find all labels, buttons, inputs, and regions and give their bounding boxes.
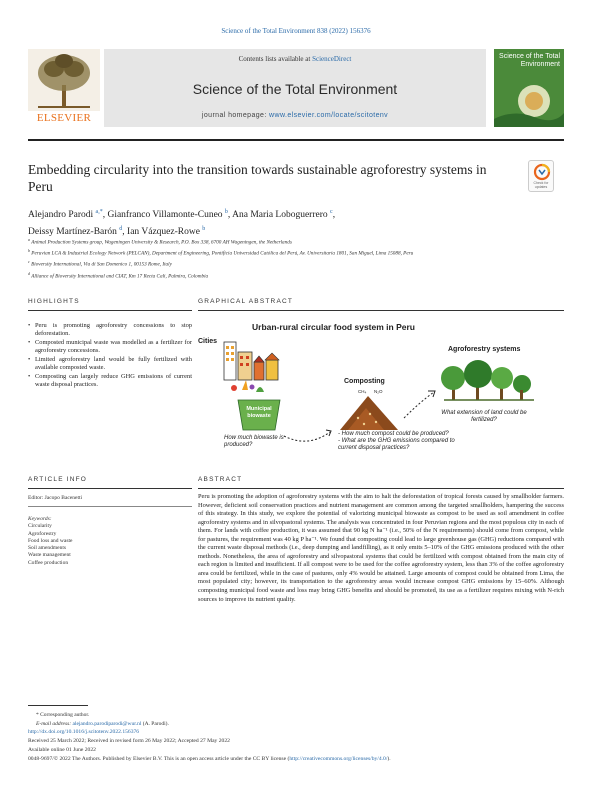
journal-cover-image[interactable] <box>494 49 564 127</box>
affiliation-mark: c <box>28 259 30 265</box>
keywords <box>28 516 192 567</box>
editor-rule <box>28 506 192 507</box>
compost-question-1: - How much compost could be produced? <box>338 431 449 437</box>
email-suffix: (A. Parodi). <box>141 721 169 727</box>
abstract-rule <box>198 488 564 489</box>
highlights-heading: HIGHLIGHTS <box>28 298 80 305</box>
email-link[interactable]: alejandro.parodiparodi@wur.nl <box>72 721 142 727</box>
affiliation-text: Animal Production Systems group, Wageningen University & Research, P.O. Box 338, 6700 AH Wageningen, the Netherlands <box>31 239 292 246</box>
corresponding-author-note: * Corresponding author. <box>36 712 90 718</box>
journal-header <box>28 49 564 131</box>
license-line <box>28 755 564 764</box>
check-for-updates-badge[interactable] <box>528 160 554 192</box>
received-dates: Received 25 March 2022; Received in revised form 26 May 2022; Accepted 27 May 2022 <box>28 738 230 744</box>
footnote-rule <box>28 705 88 706</box>
journal-homepage <box>104 112 486 119</box>
biowaste-question: How much biowaste is produced? <box>224 435 284 448</box>
cities-label: Cities <box>198 338 218 345</box>
author-name[interactable]: Gianfranco Villamonte-Cuneo <box>107 210 223 221</box>
contents-prefix: Contents lists available at <box>238 55 313 63</box>
license-link[interactable]: http://creativecommons.org/licenses/by/4.0/ <box>289 756 388 762</box>
composting-label: Composting <box>344 378 385 385</box>
affiliations <box>28 236 564 281</box>
highlight-item: • Peru is promoting agroforestry concessions to stop deforestation. <box>28 322 192 338</box>
highlights-rule <box>28 310 192 311</box>
keyword: Waste management <box>28 552 71 559</box>
highlight-item: • Composted municipal waste was modelled as a fertilizer for agroforestry concessions. <box>28 339 192 355</box>
land-question: What extension of land could be fertilized? <box>441 410 527 423</box>
food-waste-icon <box>231 380 264 392</box>
affiliation-text: Bioversity International, Via di San Domenico 1, 00153 Rome, Italy <box>31 262 172 269</box>
keywords-heading: Keywords: <box>28 516 52 522</box>
journal-reference[interactable]: Science of the Total Environment 838 (2022) 156376 <box>221 27 371 35</box>
homepage-link[interactable]: www.elsevier.com/locate/scitotenv <box>269 112 389 119</box>
author-name[interactable]: Alejandro Parodi <box>28 210 94 221</box>
abstract-heading: ABSTRACT <box>198 476 243 483</box>
affiliation-mark: d <box>28 270 30 276</box>
author-affiliation-mark[interactable]: c <box>330 209 333 215</box>
graphical-abstract-heading: GRAPHICAL ABSTRACT <box>198 298 294 305</box>
compost-pile-icon <box>340 396 398 430</box>
doi-link[interactable]: http://dx.doi.org/10.1016/j.scitotenv.2022.156376 <box>28 729 140 735</box>
agroforestry-label: Agroforestry systems <box>448 346 521 353</box>
affiliation-text: Alliance of Bioversity International and CIAT, Km 17 Recta Cali, Palmira, Colombia <box>31 273 209 280</box>
author-name[interactable]: Ian Vázquez-Rowe <box>127 227 200 238</box>
journal-title: Science of the Total Environment <box>192 81 398 97</box>
article-title: Embedding circularity into the transition towards sustainable agroforestry systems in Peru <box>28 162 487 194</box>
author-affiliation-mark[interactable]: b <box>224 209 228 215</box>
keyword: Circularity <box>28 523 52 530</box>
license-suffix: ). <box>387 756 391 762</box>
affiliation-text: Peruvian LCA & Industrial Ecology Network (PELCAN), Department of Engineering, Pontificia Universidad Católica del Perú, Av. Universitaria 1801, San Miguel, Lima 15088, Peru <box>31 250 414 257</box>
affiliation-item <box>28 270 564 281</box>
agroforestry-trees-icon <box>441 360 534 400</box>
flow-arrow-2 <box>404 392 434 418</box>
keyword: Coffee production <box>28 559 69 566</box>
graphical-abstract <box>198 318 564 456</box>
online-date: Available online 01 June 2022 <box>28 747 96 753</box>
abstract-text: Peru is promoting the adoption of agroforestry systems with the aim to halt the deforestation of tropical forests caused by smallholder farmers. However, deficient soil conservation practices and nutrient management are common among the targeted smallholders, hampering the success of this strategy. In this study, we explore the potential of valorizing municipal biowaste as compost to be used as soil amendment in coffee agroforestry systems and in silvopastoral systems. The analysis was concentrated in four Peruvian regions and the most populous city in each of them. For lands with coffee production, it was assumed that 90 kg N ha⁻¹ (i.e., 50% of the N requirements) should come from compost, while for pastures, the requirement was 40 kg P ha⁻¹. We found that composting could lead to large greenhouse gas (GHG) reductions compared with the current waste disposal methods (i.e., deep dumping and landfilling), as it only emits 5–10% of the GHG emissions produced with the other methods. Nonetheless, the area of agroforestry and silvopastoral systems that could be fertilized with compost obtained from the main city of each region is limited and insufficient. If all compost were to be used for the coffee agroforestry system, less than 3% of the coffee agroforestry area could be fertilized, while in the case of pastures, only 4% would be attained. Large amounts of compost could be obtained from Lima, the most populated city; however, its transportation to the agroforestry areas would increase compost GHG emissions by 15–60%. Although composting municipal food waste and loss may bring GHG benefits and should be promoted, its use as a fertilizer requires mixing with N-rich sources to improve its nutrient quality. <box>198 493 564 603</box>
graphical-abstract-title: Urban-rural circular food system in Peru <box>252 322 415 332</box>
check-updates-icon <box>529 161 555 183</box>
gas-n2o-label: N₂O <box>374 389 383 394</box>
article-info-rule <box>28 488 192 489</box>
author-affiliation-mark[interactable]: b <box>202 226 206 233</box>
highlight-item: • Composting can largely reduce GHG emissions of current waste disposal practices. <box>28 373 192 389</box>
keyword: Food loss and waste <box>28 537 73 544</box>
elsevier-tree-logo <box>28 49 100 127</box>
elsevier-wordmark: ELSEVIER <box>36 112 92 124</box>
homepage-prefix: journal homepage: <box>201 112 270 119</box>
author-affiliation-mark[interactable]: d <box>119 226 123 233</box>
cover-title: Science of the Total Environment <box>499 53 560 68</box>
license-prefix: 0048-9697/© 2022 The Authors. Published by Elsevier B.V. This is an open access article under the CC BY license ( <box>28 756 290 762</box>
affiliation-mark: b <box>28 248 30 254</box>
header-divider <box>28 139 564 141</box>
article-info-heading: ARTICLE INFO <box>28 476 88 483</box>
contents-line <box>104 55 486 63</box>
highlights-list <box>28 322 192 390</box>
keyword: Soil amendments <box>28 545 67 552</box>
city-buildings-icon <box>224 342 279 380</box>
author-name[interactable]: Deissy Martínez-Barón <box>28 227 117 238</box>
affiliation-item <box>28 236 564 247</box>
email-label: E-mail address: <box>36 721 73 727</box>
journal-banner <box>104 49 486 127</box>
graphical-abstract-rule <box>198 310 564 311</box>
author-affiliation-mark[interactable]: a,* <box>95 209 103 215</box>
check-updates-label: Check for updates <box>533 181 549 189</box>
author-list: Alejandro Parodi $^{a,*}$, Gianfranco Villamonte-Cuneo $^b$, Ana Maria Loboguerrero $^c$, Deissy Martínez-Barón $^d$, Ian Vázquez-Rowe $^b$ <box>28 209 336 238</box>
sciencedirect-link[interactable]: ScienceDirect <box>312 55 352 63</box>
gas-ch4-label: CH₄ <box>358 389 367 394</box>
editor: Editor: Jacopo Bacenetti <box>28 495 83 501</box>
affiliation-item <box>28 247 564 258</box>
biowaste-label: Municipal biowaste <box>246 406 272 419</box>
author-name[interactable]: Ana Maria Loboguerrero <box>232 210 328 221</box>
footnotes <box>36 711 169 729</box>
keyword: Agroforestry <box>28 530 57 537</box>
affiliation-mark: a <box>28 237 30 242</box>
compost-question-2: - What are the GHG emissions compared to current disposal practices? <box>338 438 455 451</box>
compost-questions <box>338 431 468 452</box>
article-meta <box>28 728 564 764</box>
highlight-item: • Limited agroforestry land would be fully fertilized with available composted waste. <box>28 356 192 372</box>
affiliation-item <box>28 258 564 269</box>
